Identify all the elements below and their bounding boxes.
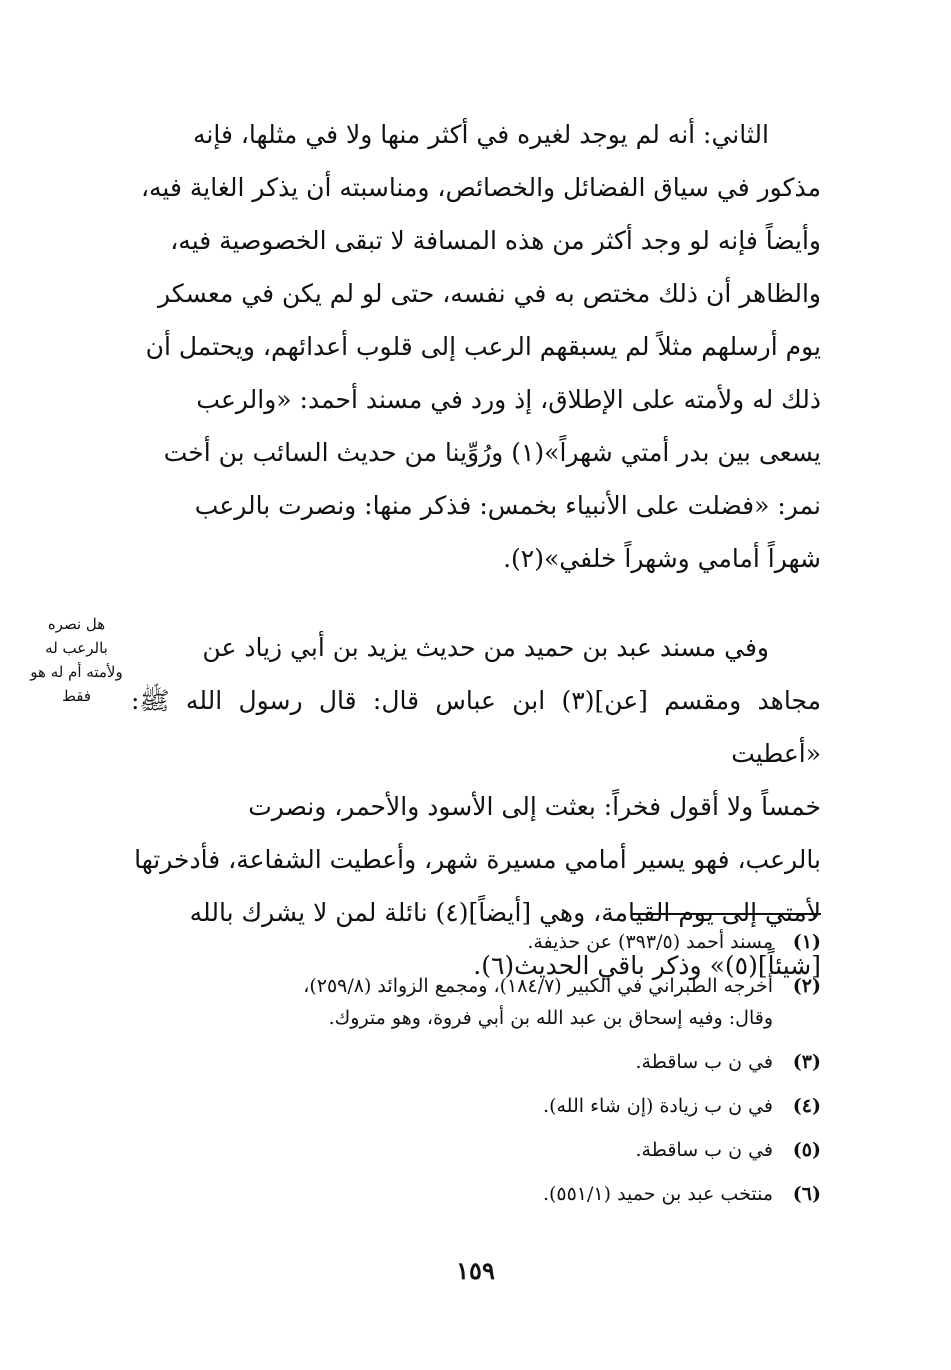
text-line: يسعى بين بدر أمتي شهراً»(١) ورُوِّينا من حديث السائب بن أخت [163,438,821,467]
footnote-line: في ن ب ساقطة. [635,1051,773,1073]
footnote-text [131,926,773,958]
page-number: ١٥٩ [456,1256,495,1285]
footnote-line: في ن ب زيادة (إن شاء الله). [543,1095,773,1117]
footnote-number: (٦) [792,1183,821,1205]
margin-note-line: بالرعب له [45,639,108,657]
main-text [131,108,821,992]
text-line: مذكور في سياق الفضائل والخصائص، ومناسبته أن يذكر الغاية فيه، [140,173,821,202]
margin-note [24,612,129,708]
text-line: والظاهر أن ذلك مختص به في نفسه، حتى لو لم يكن في معسكر [157,279,821,308]
footnote-number: (١) [792,931,821,953]
text-line: نمر: «فضلت على الأنبياء بخمس: فذكر منها: ونصرت بالرعب [194,491,821,520]
text-line: مجاهد ومقسم [عن](٣) ابن عباس قال: قال رسول الله ﷺ: «أعطيت [131,686,822,768]
footnotes [131,926,821,1222]
footnote-text [131,1046,773,1078]
text-line: ذلك له ولأمته على الإطلاق، إذ ورد في مسند أحمد: «والرعب [196,385,821,414]
footnote [131,970,821,1034]
text-line: وأيضاً فإنه لو وجد أكثر من هذه المسافة لا تبقى الخصوصية فيه، [170,226,821,255]
footnote [131,1178,821,1210]
text-line: لأمتي إلى يوم القيامة، وهي [أيضاً](٤) نائلة لمن لا يشرك بالله [189,898,821,927]
text-line: شهراً أمامي وشهراً خلفي»(٢). [503,544,821,573]
footnote-number: (٢) [792,975,821,997]
margin-note-line: هل نصره [47,615,106,633]
footnote-line: وقال: وفيه إسحاق بن عبد الله بن أبي فروة، وهو متروك. [328,1007,773,1029]
footnote-text [131,1090,773,1122]
text-line: وفي مسند عبد بن حميد من حديث يزيد بن أبي زياد عن [202,633,769,662]
text-line: خمساً ولا أقول فخراً: بعثت إلى الأسود والأحمر، ونصرت [248,792,821,821]
footnote-text [131,1178,773,1210]
footnote [131,1046,821,1078]
footnote [131,1090,821,1122]
footnote-line: أخرجه الطبراني في الكبير (١٨٤/٧)، ومجمع الزوائد (٢٥٩/٨)، [303,975,773,997]
footnote-number: (٣) [792,1051,821,1073]
text-line: [شيئاً](٥)» وذكر باقي الحديث(٦). [473,951,821,980]
footnote-text [131,1134,773,1166]
text-line: الثاني: أنه لم يوجد لغيره في أكثر منها ولا في مثلها، فإنه [192,120,769,149]
paragraph-1 [131,108,821,585]
footnote-line: منتخب عبد بن حميد (٥٥١/١). [542,1183,773,1205]
text-line: يوم أرسلهم مثلاً لم يسبقهم الرعب إلى قلوب أعدائهم، ويحتمل أن [145,332,821,361]
footnote-line: في ن ب ساقطة. [635,1139,773,1161]
text-line: بالرعب، فهو يسير أمامي مسيرة شهر، وأعطيت الشفاعة، فأدخرتها [134,845,821,874]
footnote-number: (٥) [792,1139,821,1161]
margin-note-line: فقط [62,687,91,705]
footnote-number: (٤) [792,1095,821,1117]
footnote-separator [631,913,821,915]
footnote-text [131,970,773,1034]
margin-note-line: ولأمته أم له هو [30,663,123,681]
footnote [131,1134,821,1166]
footnote [131,926,821,958]
footnote-line: مسند أحمد (٣٩٣/٥) عن حذيفة. [527,931,773,953]
